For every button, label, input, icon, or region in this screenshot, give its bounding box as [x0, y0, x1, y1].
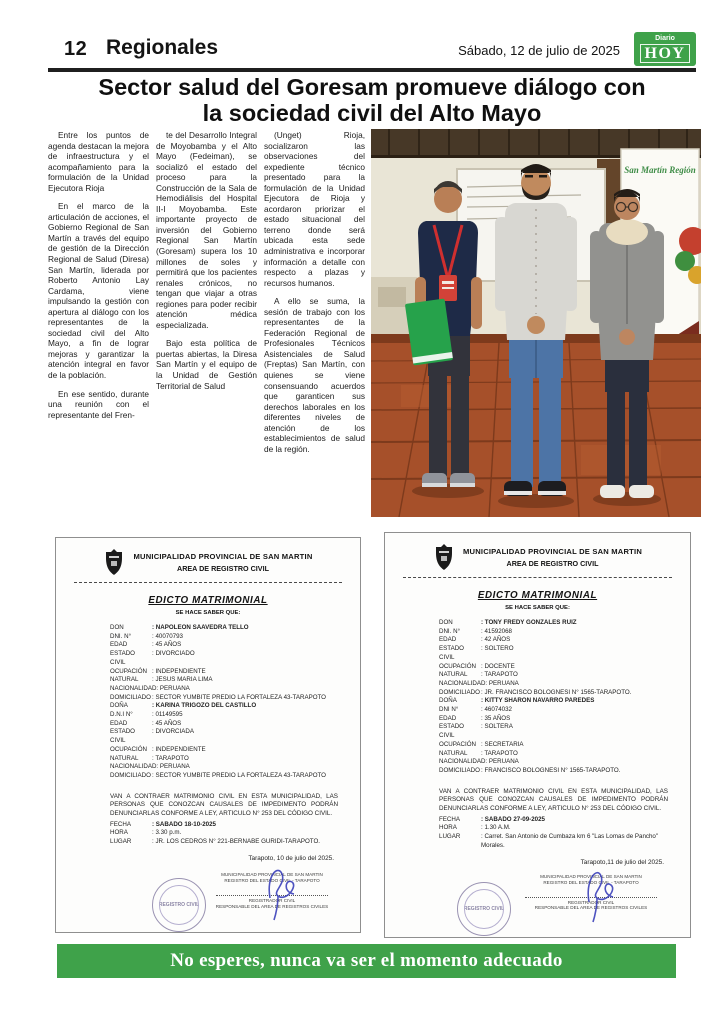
edict-field-row [439, 671, 670, 680]
page-header [48, 34, 696, 68]
field-label: LUGAR [110, 838, 132, 846]
banner-text: No esperes, nunca va ser el momento adecuado [170, 950, 563, 971]
edict-schedule [439, 816, 670, 851]
field-label: EDAD [439, 636, 457, 644]
edict-field-row [110, 755, 340, 764]
article-column-1 [48, 130, 149, 520]
field-value: : KITTY SHARON NAVARRO PAREDES [481, 697, 670, 706]
edict-notice: VAN A CONTRAER MATRIMONIO CIVIL EN ESTA MUNICIPALIDAD, LAS PERSONAS QUE CONOZCAN CAUSALES DE IMPEDIMENTO PODRÁN DENUNCIARLAS CONFORME A LEY, ARTICULO N° 253 DEL CÓDIGO CIVIL. [110, 792, 338, 818]
edict-schedule [110, 821, 340, 847]
edict-field-row [439, 689, 670, 698]
edict-field-row [439, 758, 670, 767]
field-label: DNI. N° [439, 627, 461, 635]
headline-line-1: Sector salud del Goresam promueve diálogo con [98, 74, 646, 100]
field-label: OCUPACIÓN [439, 740, 477, 748]
field-label: DNI N° [439, 706, 459, 714]
signature-line: RESPONSABLE DEL AREA DE REGISTROS CIVILES [534, 905, 648, 911]
municipality-name: MUNICIPALIDAD PROVINCIAL DE SAN MARTIN [133, 551, 313, 561]
marriage-edict-left [55, 537, 361, 933]
page-number: 12 [64, 38, 88, 60]
edict-schedule-row [439, 824, 670, 833]
signature-line: MUNICIPALIDAD PROVINCIAL DE SAN MARTIN [540, 873, 642, 879]
article-paragraph: Entre los puntos de agenda destacan la mejora de infraestructura y el acompañamiento para la formulación de la Unidad Ejecutora Rioja [48, 130, 149, 193]
field-value: : DIVORCIADO [152, 650, 340, 667]
edict-field-row [439, 645, 670, 662]
marriage-edict-right [384, 532, 691, 938]
edict-field-row [110, 650, 340, 667]
newspaper-logo [634, 32, 696, 66]
field-label: NATURAL [110, 676, 139, 684]
article-body [48, 130, 367, 520]
field-label: ESTADO CIVIL [439, 723, 464, 740]
edict-field-row [110, 720, 340, 729]
edict-field-row [110, 694, 340, 703]
signature-line: REGISTRADOR CIVIL [567, 899, 615, 905]
edict-header [385, 543, 690, 571]
field-value: : 3.30 p.m. [152, 829, 340, 838]
field-label: DON [439, 619, 453, 626]
field-value: : DIVORCIADA [152, 728, 340, 745]
field-label: HORA [110, 829, 128, 837]
edict-field-row [110, 633, 340, 642]
edict-field-row [110, 641, 340, 650]
edict-field-row [439, 697, 670, 706]
field-value: : 41592068 [481, 628, 670, 637]
office-name: AREA DE REGISTRO CIVIL [506, 558, 599, 568]
field-value: : JR. FRANCISCO BOLOGNESI N° 1565-TARAPOTO. [481, 689, 670, 698]
edict-field-row [110, 702, 340, 711]
field-value: : JR. LOS CEDROS N° 221-BERNABE GURIDI-TARAPOTO. [152, 838, 340, 847]
field-value: : TARAPOTO [152, 755, 340, 764]
edict-subtitle: SE HACE SABER QUE: [505, 605, 570, 611]
dashed-divider [403, 577, 672, 578]
registry-stamp [457, 882, 511, 936]
edict-field-row [439, 663, 670, 672]
field-value: : PERUANA [156, 685, 340, 694]
field-label: DOÑA [439, 697, 457, 705]
field-value: : SABADO 18-10-2025 [152, 821, 340, 830]
field-label: DOMICILIADO [439, 688, 480, 696]
bottom-banner [57, 944, 676, 978]
edict-field-row [439, 750, 670, 759]
field-value: : 46074032 [481, 706, 670, 715]
field-label: ESTADO CIVIL [439, 645, 464, 661]
field-label: NACIONALIDAD [110, 763, 157, 771]
edict-field-row [439, 723, 670, 740]
edict-schedule-row [439, 816, 670, 825]
municipal-crest-icon [433, 543, 455, 571]
edict-header [56, 548, 360, 576]
field-value: : KARINA TRIGOZO DEL CASTILLO [152, 702, 340, 711]
edict-field-row [439, 628, 670, 637]
field-value: : INDEPENDIENTE [152, 746, 340, 755]
field-value: : 42 AÑOS [481, 636, 670, 645]
edict-field-row [110, 711, 340, 720]
field-label: ESTADO CIVIL [110, 650, 135, 666]
edict-dateline: Tarapoto, 10 de julio del 2025. [248, 854, 334, 862]
signature-block [208, 872, 336, 910]
edict-fields [439, 619, 670, 776]
edict-field-row [110, 668, 340, 677]
field-label: DNI. N° [110, 632, 132, 640]
signature-line: MUNICIPALIDAD PROVINCIAL DE SAN MARTIN [221, 871, 323, 877]
signature-block [517, 874, 665, 912]
edict-schedule-row [110, 829, 340, 838]
field-label: LUGAR [439, 833, 461, 841]
field-label: DOMICILIADO [110, 693, 151, 701]
edict-field-row [110, 746, 340, 755]
field-value: : 01149595 [152, 711, 340, 720]
field-label: OCUPACIÓN [110, 667, 148, 675]
field-value: : 35 AÑOS [481, 715, 670, 724]
field-value: : JESUS MARIA LIMA [152, 676, 340, 685]
edict-schedule-row [439, 833, 670, 850]
article-paragraph: (Unget) Rioja, socializaron las observaciones del expediente técnico presentado para la formulación de la Unidad Ejecutora de Rioja y acordaron priorizar el estado situacional del terreno donde será ubicada esta sede administrativa e incorporar información a detalle con respecto a plazas y recursos humanos. [264, 130, 365, 288]
rollup-banner-text: San Martín Región [624, 165, 696, 175]
field-label: NACIONALIDAD [439, 758, 486, 766]
edict-field-row [439, 680, 670, 689]
article-paragraph: A ello se suma, la sesión de trabajo con los representantes de la Federación Regional de Profesionales Técnicos Asistenciales de Salud (Freptas) San Martín, con quienes se viene consensuando acuerdos que garanticen sus derechos laborales en los diferentes niveles de atención de los establecimientos de salud de la región. [264, 296, 365, 454]
edict-field-row [110, 624, 340, 633]
article-column-2 [156, 130, 257, 520]
article-column-3 [264, 130, 365, 520]
field-value: : Carret. San Antonio de Cumbaza km 6 "Las Lomas de Pancho" Morales. [481, 833, 670, 850]
field-label: DOMICILIADO [439, 766, 480, 774]
article-photo [371, 129, 701, 517]
field-value: : SOLTERA [481, 723, 670, 740]
field-label: FECHA [110, 820, 131, 828]
field-label: NACIONALIDAD [439, 679, 486, 687]
field-label: OCUPACIÓN [110, 745, 148, 753]
field-value: : NAPOLEON SAAVEDRA TELLO [152, 624, 340, 633]
field-value: : PERUANA [485, 758, 670, 767]
office-name: AREA DE REGISTRO CIVIL [177, 563, 269, 573]
edict-field-row [439, 715, 670, 724]
edict-title: EDICTO MATRIMONIAL [148, 595, 268, 606]
edict-field-row [439, 741, 670, 750]
signature-line: REGISTRO DEL ESTADO CIVIL - TARAPOTO [543, 879, 639, 885]
field-value: : SABADO 27-09-2025 [481, 816, 670, 825]
edict-schedule-row [110, 821, 340, 830]
signature-line: REGISTRADOR CIVIL [248, 897, 296, 903]
signature-line: REGISTRO DEL ESTADO CIVIL - TARAPOTO [224, 877, 320, 883]
edict-field-row [439, 706, 670, 715]
field-value: : PERUANA [156, 763, 340, 772]
field-label: NATURAL [439, 671, 468, 679]
signature-dotted-line [525, 897, 657, 898]
logo-diario-text: Diario [655, 35, 675, 42]
edict-dateline: Tarapoto,11 de julio del 2025. [580, 858, 664, 866]
signature-area [385, 870, 690, 950]
stamp-text: REGISTRO CIVIL [463, 905, 505, 912]
field-label: NATURAL [439, 749, 468, 757]
edict-field-row [110, 685, 340, 694]
headline-line-2: la sociedad civil del Alto Mayo [202, 100, 542, 126]
field-value: : FRANCISCO BOLOGNESI N° 1565-TARAPOTO. [481, 767, 670, 776]
edict-schedule-row [110, 838, 340, 847]
signature-line: RESPONSABLE DEL AREA DE REGISTROS CIVILES [215, 903, 329, 909]
edict-field-row [110, 728, 340, 745]
section-title: Regionales [106, 36, 219, 59]
field-label: ESTADO CIVIL [110, 728, 135, 745]
edition-date: Sábado, 12 de julio de 2025 [458, 43, 620, 58]
edict-title: EDICTO MATRIMONIAL [477, 590, 598, 601]
green-folder [405, 299, 453, 366]
field-value: : 45 AÑOS [152, 641, 340, 650]
field-label: EDAD [110, 641, 128, 649]
edict-notice: VAN A CONTRAER MATRIMONIO CIVIL EN ESTA MUNICIPALIDAD, LAS PERSONAS QUE CONOZCAN CAUSALES DE IMPEDIMENTO PODRÁN DENUNCIARLAS CONFORME A LEY, ARTICULO N° 253 DEL CÓDIGO CIVIL. [439, 787, 668, 813]
field-value: : SECTOR YUMBITE PREDIO LA FORTALEZA 43-TARAPOTO [152, 694, 340, 703]
field-value: : SOLTERO [481, 645, 670, 662]
edict-field-row [439, 636, 670, 645]
article-paragraph: te del Desarrollo Integral de Moyobamba y el Alto Mayo (Fedeiman), se socializó el estado del proceso para la Construcción de la Sala de Hemodiálisis del Hospital II-I Moyobamba. Este importante proyecto de inversión del Gobierno Regional San Martín (Goresam) supera los 10 millones de soles y permitirá que los pacientes renales crónicos, no tengan que viajar a otras regiones para poder recibir atención médica especializada. [156, 130, 257, 330]
municipal-crest-icon [103, 548, 125, 576]
logo-hoy-text: HOY [640, 44, 691, 63]
edict-field-row [110, 763, 340, 772]
field-value: : DOCENTE [481, 663, 670, 672]
signature-area [56, 866, 360, 946]
field-value: : 40070793 [152, 633, 340, 642]
field-label: OCUPACIÓN [439, 662, 477, 670]
field-value: : SECTOR YUMBITE PREDIO LA FORTALEZA 43-TARAPOTO [152, 772, 340, 781]
article-paragraph: En ese sentido, durante una reunión con el representante del Fren- [48, 388, 149, 420]
field-value: : PERUANA [485, 680, 670, 689]
article-paragraph: En el marco de la articulación de acciones, el Gobierno Regional de San Martín a través del equipo de gestión de la Dirección Regional de Salud (Diresa) San Martín, liderada por Roberto Antonio Lay Cardama, viene impulsando la gestión con apertura al diálogo con los representantes de la sociedad civil del Alto Mayo, a fin de lograr mejoras y garantizar la atención integral en favor de la población. [48, 201, 149, 381]
stamp-text: REGISTRO CIVIL [158, 901, 200, 908]
field-label: EDAD [110, 719, 128, 727]
registry-stamp [152, 878, 206, 932]
edict-field-row [110, 676, 340, 685]
field-value: : 1.30 A.M. [481, 824, 670, 833]
edict-field-row [439, 767, 670, 776]
field-value: : SECRETARIA [481, 741, 670, 750]
edict-field-row [110, 772, 340, 781]
signature-dotted-line [216, 895, 328, 896]
edict-field-row [439, 619, 670, 628]
field-label: DOÑA [110, 702, 128, 710]
article-headline [48, 74, 696, 126]
dashed-divider [74, 582, 342, 583]
field-value: : TARAPOTO [481, 671, 670, 680]
edict-fields [110, 624, 340, 781]
field-value: : TONY FREDY GONZALES RUIZ [481, 619, 670, 628]
field-label: HORA [439, 824, 457, 832]
field-label: NACIONALIDAD [110, 684, 157, 692]
field-value: : INDEPENDIENTE [152, 668, 340, 677]
field-label: DON [110, 624, 124, 631]
field-value: : 45 AÑOS [152, 720, 340, 729]
municipality-name: MUNICIPALIDAD PROVINCIAL DE SAN MARTIN [462, 546, 643, 556]
field-label: NATURAL [110, 754, 139, 762]
field-label: EDAD [439, 714, 457, 722]
field-value: : TARAPOTO [481, 750, 670, 759]
field-label: FECHA [439, 815, 460, 823]
header-rule [48, 68, 696, 72]
field-label: D.N.I N° [110, 711, 133, 719]
photo-scene [371, 129, 701, 517]
field-label: DOMICILIADO [110, 771, 151, 779]
article-paragraph: Bajo esta política de puertas abiertas, la Diresa San Martín y el equipo de la Unidad de Gestión Territorial de Salud [156, 338, 257, 391]
edict-subtitle: SE HACE SABER QUE: [175, 610, 241, 616]
